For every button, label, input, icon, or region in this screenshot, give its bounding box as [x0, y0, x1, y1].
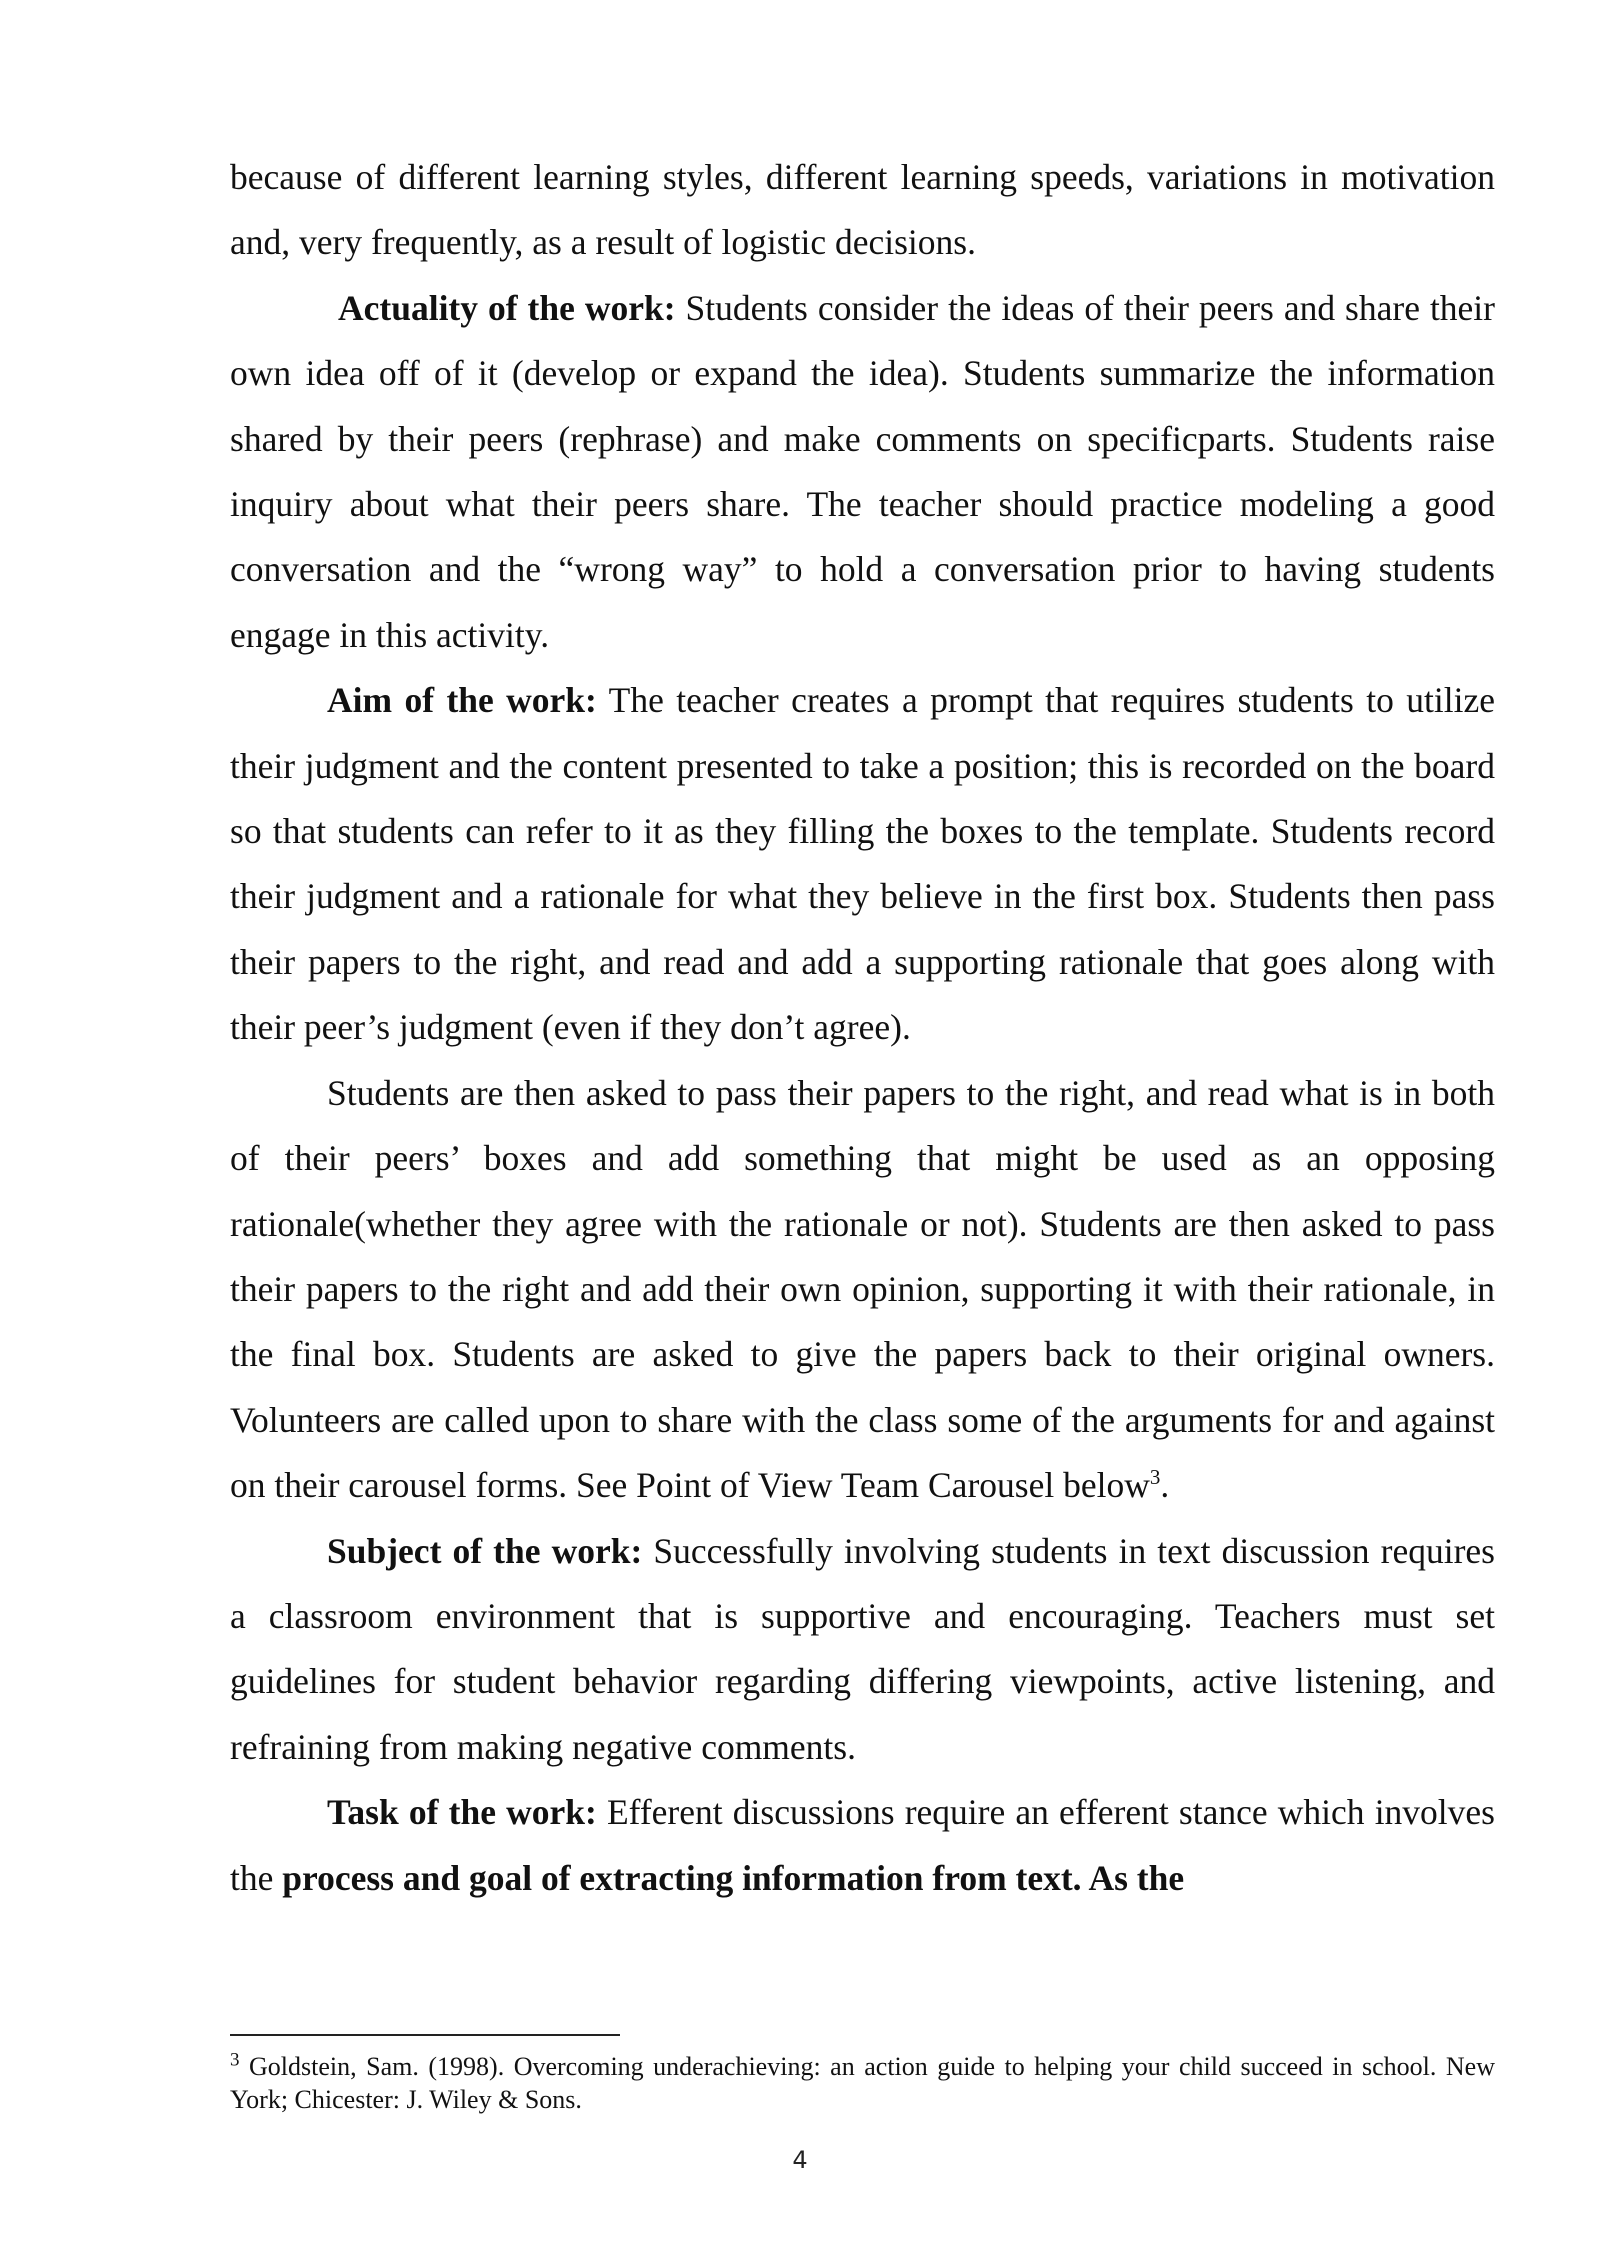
footnote-reference[interactable]: 3 [1149, 1465, 1161, 1490]
paragraph-subject [230, 1519, 1495, 1781]
paragraph-intro: because of different learning styles, different learning speeds, variations in motivation and, very frequently, as a result of logistic decisions. [230, 157, 1495, 263]
heading-actuality: Actuality of the work: [338, 287, 676, 328]
text-subject: Successfully involving students in text discussion requires a classroom environment that is supportive and encouraging. Teachers must set guidelines for student behavior regarding differing viewpoints, active listening, and refraining from making negative comments. [230, 1530, 1495, 1767]
paragraph-aim [230, 668, 1495, 1060]
heading-subject: Subject of the work: [327, 1530, 643, 1571]
footnote-separator [230, 2034, 620, 2036]
text-actuality: Students consider the ideas of their peers and share their own idea off of it (develop or expand the idea). Students summarize the information shared by their peers (rephrase) and make comments on specificparts. Students raise inquiry about what their peers share. The teacher should practice modeling a good conversation and the “wrong way” to hold a conversation prior to having students engage in this activity. [230, 287, 1495, 655]
paragraph-actuality [230, 276, 1495, 668]
text-aim: The teacher creates a prompt that requires students to utilize their judgment and the content presented to take a position; this is recorded on the board so that students can refer to it as they filling the boxes to the template. Students record their judgment and a rationale for what they believe in the first box. Students then pass their papers to the right, and read and add a supporting rationale that goes along with their peer’s judgment (even if they don’t agree). [230, 680, 1495, 1048]
footnote [230, 2050, 1495, 2116]
footnote-text: Goldstein, Sam. (1998). Overcoming underachieving: an action guide to helping your child succeed in school. New York; Chicester: J. Wiley & Sons. [230, 2052, 1495, 2114]
text-task-bold: process and goal of extracting information from text. As the [282, 1857, 1185, 1898]
text-carousel: Students are then asked to pass their papers to the right, and read what is in both of their peers’ boxes and add something that might be used as an opposing rationale(whether they agree with the rationale or not). Students are then asked to pass their papers to the right and add their own opinion, supporting it with their rationale, in the final box. Students are asked to give the papers back to their original owners. Volunteers are called upon to share with the class some of the arguments for and against on their carousel forms. See Point of View Team Carousel below [230, 1072, 1495, 1506]
heading-task: Task of the work: [327, 1792, 597, 1833]
text-task: Efferent discussions require an efferent stance which involves the [230, 1792, 1495, 1898]
document-body [230, 145, 1495, 1911]
paragraph-carousel [230, 1061, 1495, 1519]
text-carousel-end: . [1160, 1465, 1170, 1506]
page-number: 4 [792, 2146, 808, 2174]
heading-aim: Aim of the work: [327, 680, 597, 721]
footnote-marker: 3 [230, 2049, 240, 2071]
paragraph-task [230, 1780, 1495, 1911]
